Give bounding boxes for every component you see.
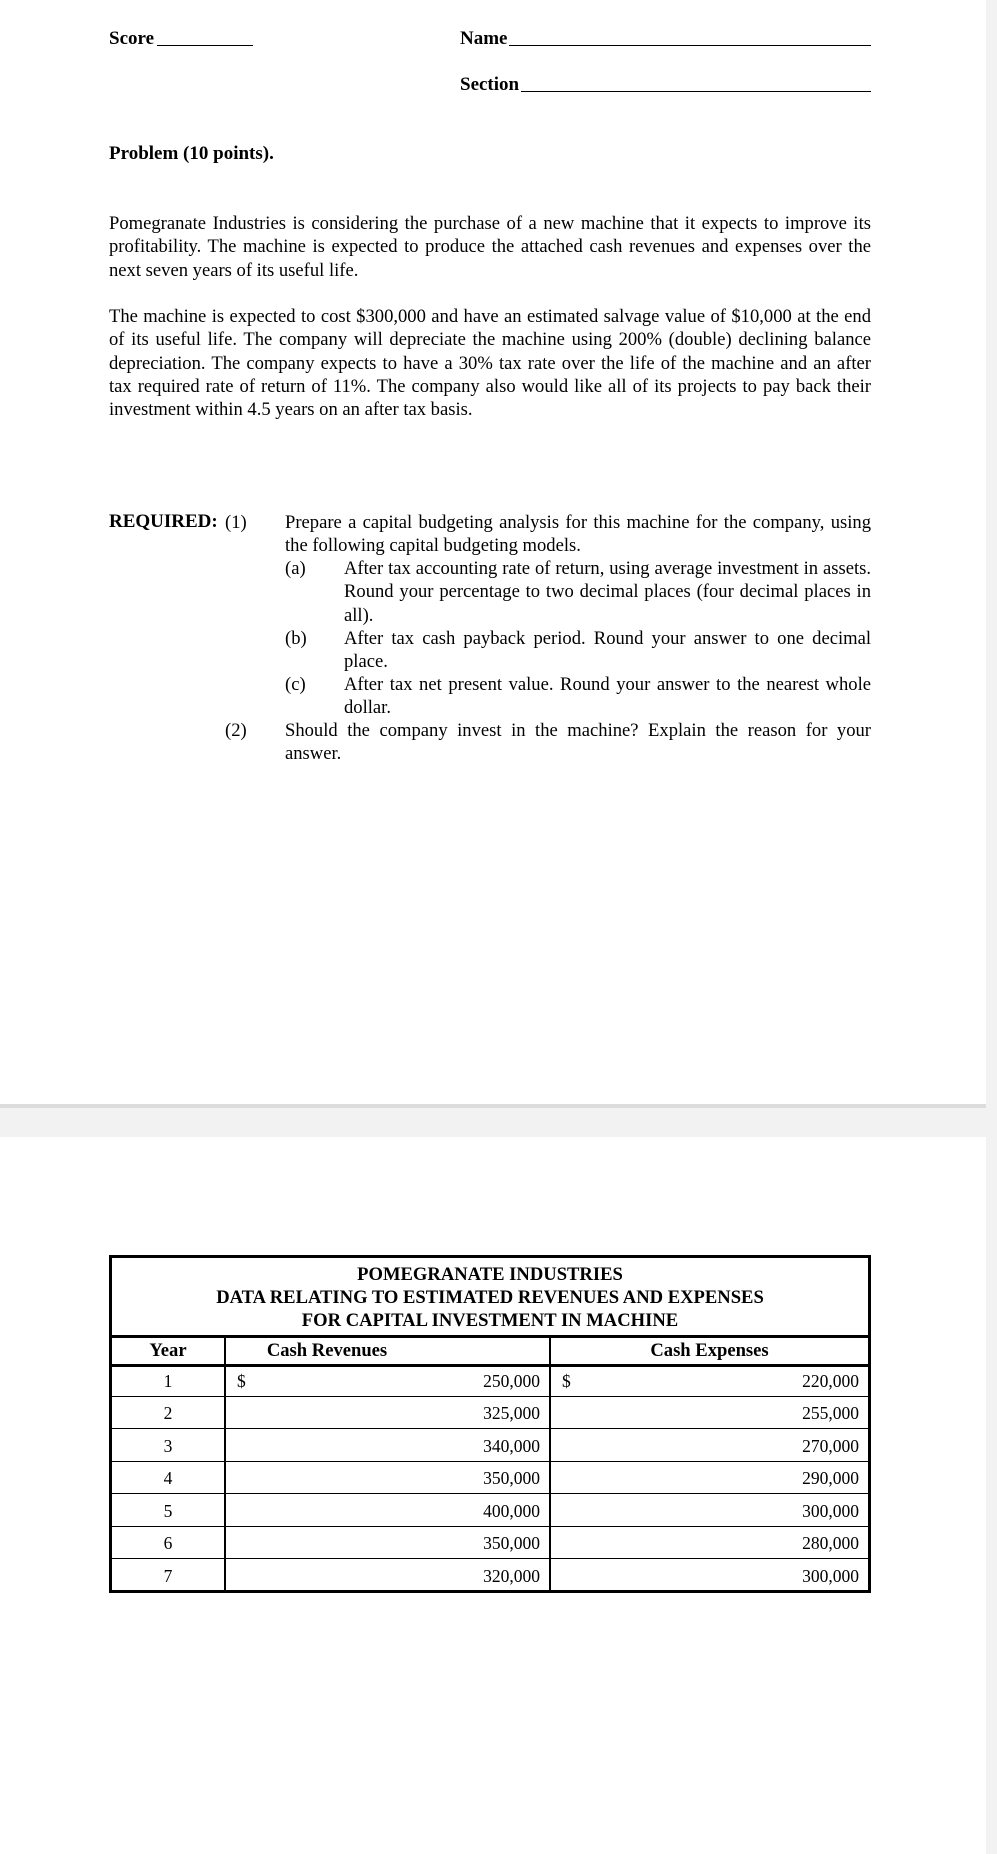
viewer-scroll-gutter: [986, 0, 997, 1854]
table-row-1-expense: 220,000: [802, 1371, 859, 1391]
table-title-line-3: FOR CAPITAL INVESTMENT IN MACHINE: [301, 1310, 679, 1331]
table-row-6-year: 6: [163, 1533, 173, 1553]
sub-item-c-text: After tax net present value. Round your answer to the nearest whole dollar.: [344, 674, 871, 719]
required-item-1-text: Prepare a capital budgeting analysis for this machine for the company, using the following capital budgeting models.: [285, 512, 871, 557]
required-item-2-text: Should the company invest in the machine? Explain the reason for your answer.: [285, 720, 871, 765]
table-row-3-year: 3: [163, 1436, 173, 1456]
required-item-1-number: (1): [225, 512, 247, 533]
table-row-4-expense: 290,000: [802, 1468, 859, 1488]
score-blank: [157, 45, 253, 46]
table-row-7-expense: 300,000: [802, 1566, 859, 1586]
table-row-5-revenue: 400,000: [483, 1501, 540, 1521]
sub-item-b-label: (b): [285, 628, 307, 649]
problem-paragraph-1: Pomegranate Industries is considering the purchase of a new machine that it expects to improve its profitability. The machine is expected to produce the attached cash revenues and expenses over the next seven years of its useful life.: [109, 213, 871, 281]
column-header-cash-revenues: Cash Revenues: [266, 1340, 388, 1361]
table-row-5-year: 5: [163, 1501, 173, 1521]
revenue-currency-symbol: $: [237, 1371, 246, 1391]
table-row-2-year: 2: [163, 1403, 173, 1423]
table-row-5-expense: 300,000: [802, 1501, 859, 1521]
table-row-3-revenue: 340,000: [483, 1436, 540, 1456]
page-separator: [0, 1104, 986, 1108]
column-header-cash-expenses: Cash Expenses: [650, 1340, 769, 1361]
section-blank: [521, 91, 871, 92]
table-row-6-revenue: 350,000: [483, 1533, 540, 1553]
column-header-year: Year: [149, 1340, 187, 1361]
table-row-7-year: 7: [163, 1566, 173, 1586]
problem-title: Problem (10 points).: [109, 143, 274, 164]
section-label: Section: [460, 74, 520, 95]
name-blank: [509, 45, 871, 46]
table-row-6-expense: 280,000: [802, 1533, 859, 1553]
table-row-2-expense: 255,000: [802, 1403, 859, 1423]
table-row-3-expense: 270,000: [802, 1436, 859, 1456]
table-row-4-year: 4: [163, 1468, 173, 1488]
table-title-line-2: DATA RELATING TO ESTIMATED REVENUES AND EXPENSES: [216, 1287, 764, 1308]
name-label: Name: [460, 28, 508, 49]
sub-item-a-text: After tax accounting rate of return, using average investment in assets. Round your percentage to two decimal places (four decimal places in all).: [344, 558, 871, 626]
table-row-7-revenue: 320,000: [483, 1566, 540, 1586]
problem-paragraph-2: The machine is expected to cost $300,000 and have an estimated salvage value of $10,000 at the end of its useful life. The company will depreciate the machine using 200% (double) declining balance depreciation. The company expects to have a 30% tax rate over the life of the machine and an after tax required rate of return of 11%. The company also would like all of its projects to pay back their investment within 4.5 years on an after tax basis.: [109, 306, 871, 421]
revenue-expense-table: [109, 1255, 871, 1593]
sub-item-c-label: (c): [285, 674, 306, 695]
table-title-line-1: POMEGRANATE INDUSTRIES: [357, 1264, 623, 1285]
required-item-2-number: (2): [225, 720, 247, 741]
table-row-1-revenue: 250,000: [483, 1371, 540, 1391]
table-row-2-revenue: 325,000: [483, 1403, 540, 1423]
table-row-1-year: 1: [163, 1371, 173, 1391]
table-row-4-revenue: 350,000: [483, 1468, 540, 1488]
expense-currency-symbol: $: [562, 1371, 571, 1391]
required-label: REQUIRED:: [109, 511, 218, 532]
sub-item-a-label: (a): [285, 558, 306, 579]
score-label: Score: [109, 28, 155, 49]
sub-item-b-text: After tax cash payback period. Round your answer to one decimal place.: [344, 628, 871, 673]
